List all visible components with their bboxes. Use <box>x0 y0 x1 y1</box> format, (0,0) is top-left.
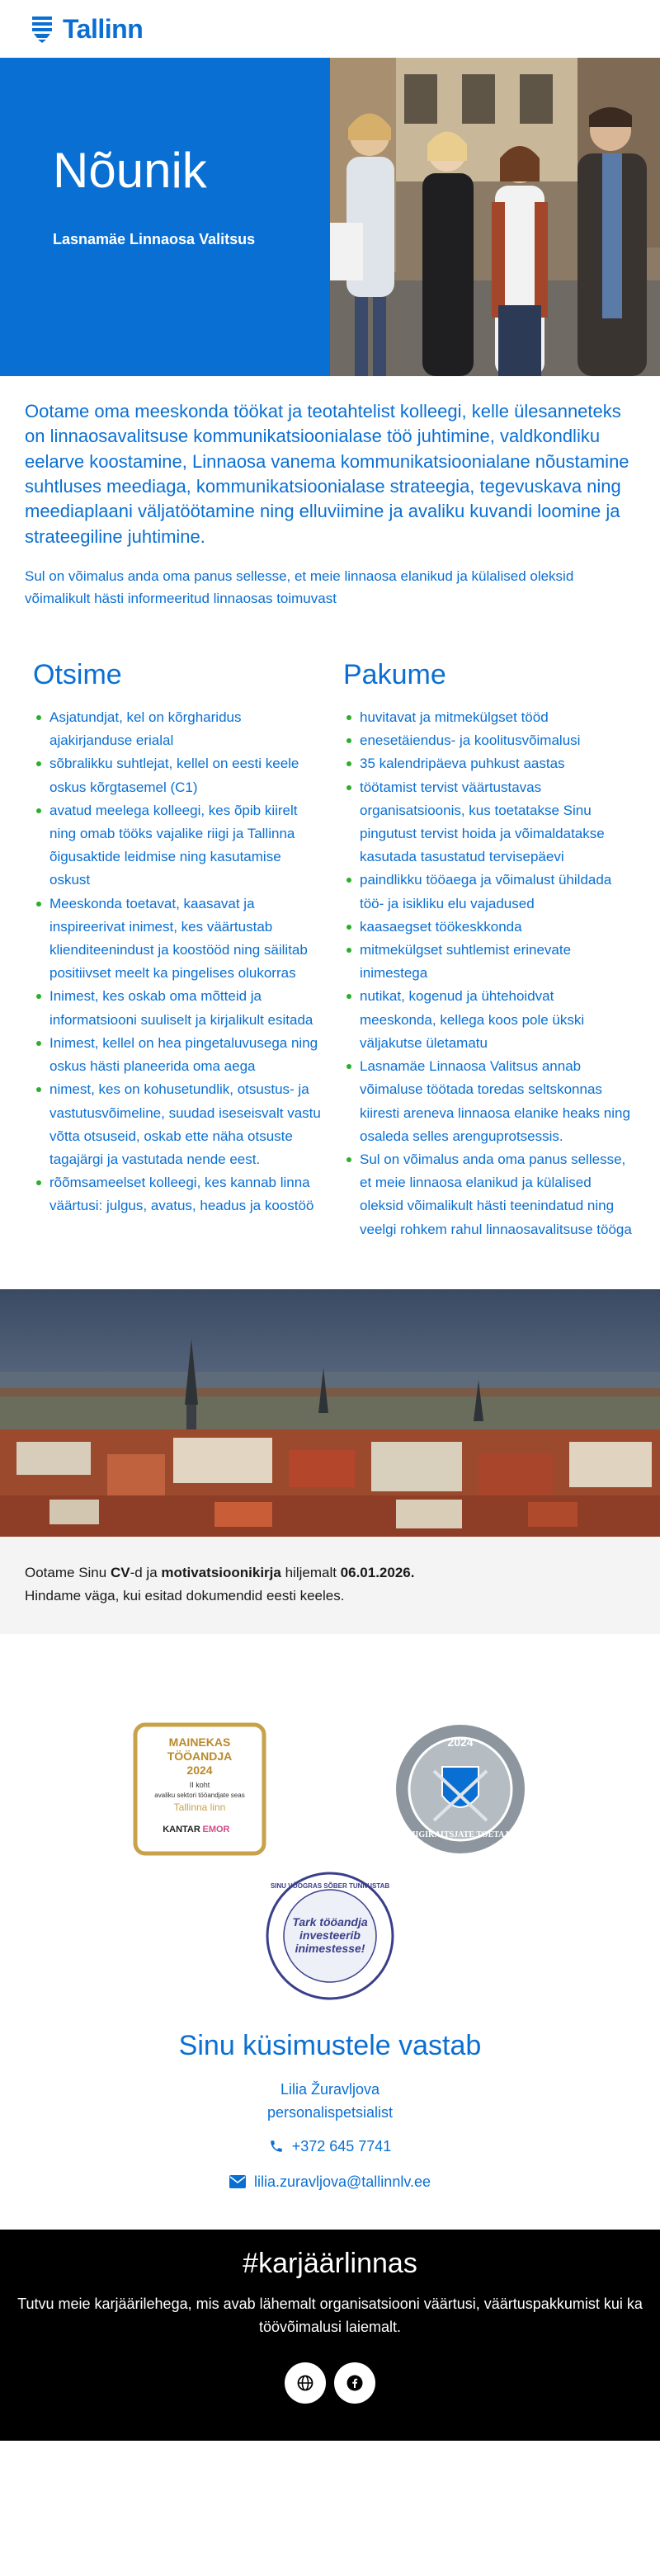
seeking-heading: Otsime <box>33 658 122 690</box>
deadline-date: 06.01.2026. <box>340 1564 415 1580</box>
seeking-item: sõbralikku suhtlejat, kellel on eesti keele oskus kõrgtasemel (C1) <box>33 752 322 798</box>
seeking-item: avatud meelega kolleegi, kes õpib kiirelt ning omab tööks vajalike riigi ja Tallinna õigusaktide leidmise ning kasutamise oskust <box>33 799 322 892</box>
seeking-item: Inimest, kes oskab oma mõtteid ja informatsiooni suuliselt ja kirjalikult esitada <box>33 985 322 1031</box>
badge-text: investeerib <box>299 1928 361 1942</box>
badge-text: KANTAR <box>163 1824 200 1834</box>
career-footer <box>0 2230 660 2441</box>
tallinn-old-town-illustration <box>0 1289 660 1537</box>
top-bar <box>0 0 660 58</box>
offer-item: paindlikku tööaega ja võimalust ühildada töö- ja isikliku elu vajadused <box>343 869 632 915</box>
badge-text: TÖÖANDJA <box>167 1749 233 1763</box>
intro-section <box>0 399 660 610</box>
deadline-text: -d ja <box>130 1564 162 1580</box>
badge-ring-text: SINU VÕOGRAS SÕBER TUNNUSTAB <box>270 1881 390 1890</box>
contact-email[interactable] <box>0 2173 660 2191</box>
career-hashtag: #karjäärlinnas <box>243 2247 417 2279</box>
badge-text: MAINEKAS <box>168 1735 231 1749</box>
seeking-item: Asjatundjat, kel on kõrgharidus ajakirjanduse erialal <box>33 706 322 752</box>
motivation-letter-label: motivatsioonikirja <box>161 1564 281 1580</box>
badge-text: inimestesse! <box>295 1941 365 1955</box>
globe-icon <box>297 2375 314 2391</box>
offer-item: huvitavat ja mitmekülgset tööd <box>343 706 632 729</box>
contact-phone[interactable] <box>0 2138 660 2155</box>
contact-heading: Sinu küsimustele vastab <box>178 2029 482 2061</box>
team-photo-illustration <box>330 58 660 376</box>
intro-description: Ootame oma meeskonda töökat ja teotahtelist kolleegi, kelle ülesanneteks on linnaosavalitsuse kommunikatsioonialase töö juhtimine, valdkondliku eelarve koostamine, Linnaosa vanema kommunikatsioonialane nõustamine suhtluses meediaga, kommunikatsioonialase strateegia, tegevuskava ning meediaplaani väljatöötamine ning elluviimine ja avaliku kuvandi loomine ja strateegiline juhtimine. <box>25 401 629 547</box>
state-defender-supporter-badge <box>393 1721 528 1857</box>
hero <box>0 58 660 376</box>
department-name: Lasnamäe Linnaosa Valitsus <box>53 231 256 247</box>
offer-column <box>343 659 632 1241</box>
deadline-line <box>25 1561 635 1585</box>
contact-section <box>0 2030 660 2230</box>
badge-text: avaliku sektori tööandjate seas <box>154 1791 245 1799</box>
badge-year: 2024 <box>447 1735 474 1749</box>
seeking-item: nimest, kes on kohusetundlik, otsustus- ja vastutusvõimeline, suudad iseseisvalt vastu võtta otsuseid, oskab ette näha otsuste tagajärgi ja vastutada nende eest. <box>33 1078 322 1171</box>
cv-label: CV <box>110 1564 130 1580</box>
offer-item: töötamist tervist väärtustavas organisatsioonis, kus toetatakse Sinu pingutust tervist hoida ja võimaldatakse kasutada tasustatud tervisepäevi <box>343 776 632 869</box>
badge-text: II koht <box>189 1780 210 1789</box>
facebook-link[interactable] <box>334 2362 375 2404</box>
facebook-icon <box>346 2375 363 2391</box>
logo-text: Tallinn <box>63 13 144 44</box>
badge-text: EMOR <box>202 1824 230 1834</box>
seeking-list <box>33 706 322 1218</box>
phone-icon <box>269 2139 284 2154</box>
offer-item: kaasaegset töökeskkonda <box>343 916 632 939</box>
email-address: lilia.zuravljova@tallinnlv.ee <box>253 2173 431 2190</box>
tallinn-logo[interactable] <box>30 14 143 45</box>
seeking-item: Inimest, kellel on hea pingetaluvusega ning oskus hästi planeerida oma aega <box>33 1032 322 1078</box>
tallinn-crest-icon <box>30 15 54 43</box>
city-panorama <box>0 1289 660 1537</box>
family-friendly-employer-badge <box>264 1870 396 2002</box>
offer-item: enesetäiendus- ja koolitusvõimalusi <box>343 729 632 752</box>
contact-role: personalispetsialist <box>266 2103 394 2121</box>
requirements-benefits <box>0 610 660 1241</box>
hero-panel <box>0 58 330 376</box>
awards-section <box>0 1634 660 2030</box>
badge-text: 2024 <box>186 1763 213 1777</box>
badge-text: RIIGIKAITSJATE TOETAJA <box>406 1830 515 1839</box>
seeking-item: rõõmsameelset kolleegi, kes kannab linna väärtusi: julgus, avatus, headus ja koostöö <box>33 1171 322 1217</box>
contact-person <box>0 2079 660 2125</box>
phone-number: +372 645 7741 <box>291 2137 392 2155</box>
offer-item: Sul on võimalus anda oma panus sellesse, et meie linnaosa elanikud ja külalised oleksid võimalikult hästi teenindatud ning veelgi rohkem rahul linnaosavalitsuse tööga <box>343 1148 632 1241</box>
offer-item: Lasnamäe Linnaosa Valitsus annab võimaluse töötada toredas seltskonnas kiiresti areneva linnaosa elanike heaks ning osaleda selles arenguprotsessis. <box>343 1055 632 1148</box>
offer-item: nutikat, kogenud ja ühtehoidvat meeskonda, kellega koos pole ükski väljakutse ületamatu <box>343 985 632 1055</box>
badge-text: Tark tööandja <box>292 1914 368 1928</box>
social-links <box>0 2362 660 2404</box>
application-deadline <box>0 1537 660 1634</box>
offer-item: 35 kalendripäeva puhkust aastas <box>343 752 632 775</box>
offer-item: mitmekülgset suhtlemist erinevate inimestega <box>343 939 632 985</box>
seeking-item: Meeskonda toetavat, kaasavat ja inspireerivat inimest, kes väärtustab klienditeenindust ja koostööd ning säilitab positiivset meelt ka pingelises olukorras <box>33 892 322 986</box>
career-text: Tutvu meie karjäärilehega, mis avab lähemalt organisatsiooni väärtusi, väärtuspakkumist kui ka töövõimalusi laiemalt. <box>17 2295 643 2335</box>
language-note: Hindame väga, kui esitad dokumendid eesti keeles. <box>25 1588 345 1604</box>
seeking-column <box>33 659 322 1241</box>
team-photo <box>330 58 660 376</box>
job-title: Nõunik <box>53 143 207 198</box>
reputable-employer-badge <box>132 1721 267 1857</box>
contact-name: Lilia Žuravljova <box>280 2080 380 2098</box>
offer-list <box>343 706 632 1241</box>
badge-text: Tallinna linn <box>173 1801 226 1813</box>
offer-heading: Pakume <box>343 658 446 690</box>
website-link[interactable] <box>285 2362 326 2404</box>
intro-note: Sul on võimalus anda oma panus sellesse, et meie linnaosa elanikud ja külalised oleksid võimalikult hästi informeeritud linnaosas toimuvast <box>25 568 574 606</box>
shield-icon <box>442 1767 478 1807</box>
deadline-text: hiljemalt <box>280 1564 341 1580</box>
envelope-icon <box>229 2175 246 2188</box>
deadline-text: Ootame Sinu <box>25 1564 111 1580</box>
